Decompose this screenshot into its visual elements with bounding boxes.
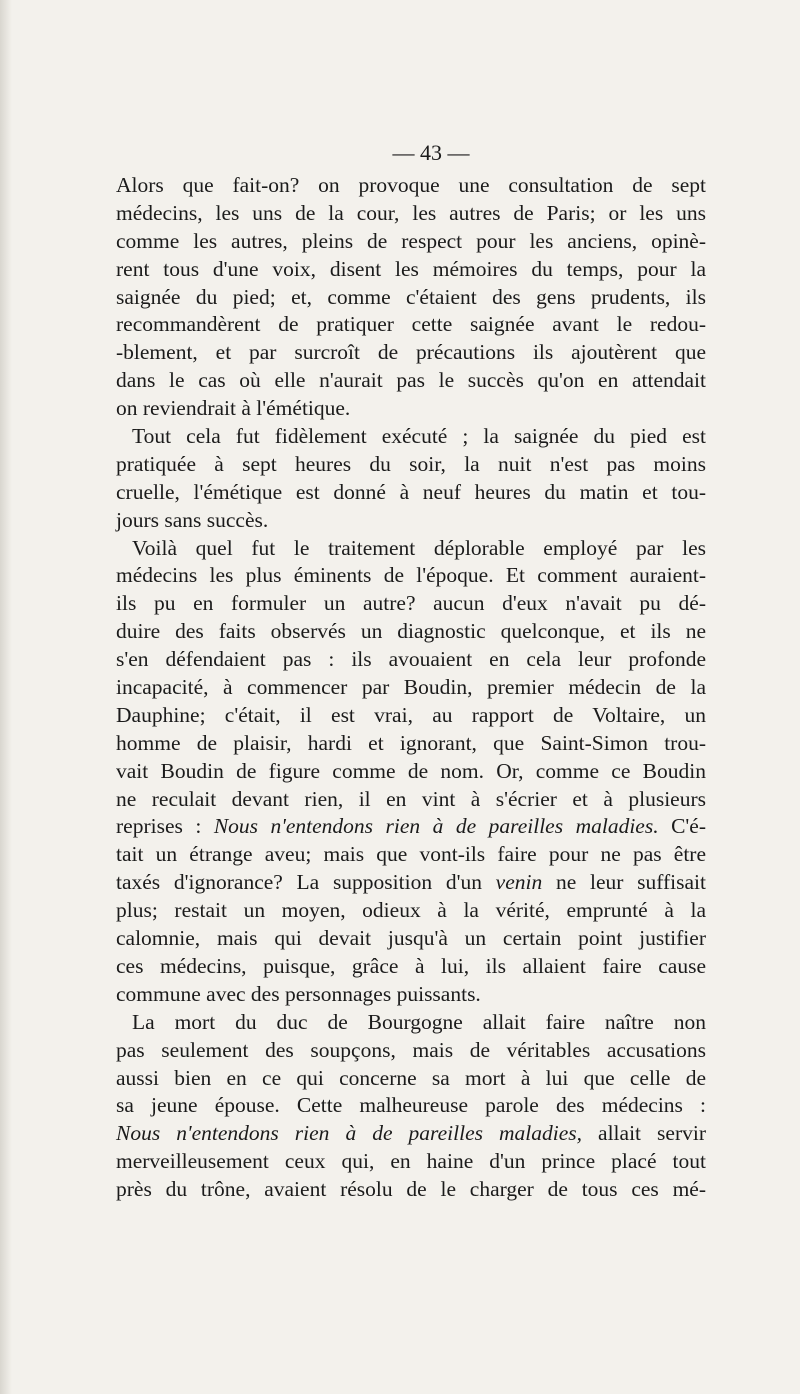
line-text: médecins les plus éminents de l'époque. Et comment auraient- bbox=[116, 563, 706, 588]
line-text: s'en défendaient pas : ils avouaient en cela leur profonde bbox=[116, 647, 706, 672]
line-text: sa jeune épouse. Cette malheureuse parole des médecins : bbox=[116, 1093, 706, 1118]
line-text: Tout cela fut fidèlement exécuté ; la saignée du pied est bbox=[132, 424, 706, 449]
text-line bbox=[116, 1009, 706, 1037]
text-line bbox=[116, 897, 706, 925]
text-line bbox=[116, 702, 706, 730]
text-line bbox=[116, 869, 706, 897]
text-line bbox=[116, 535, 706, 563]
line-text: cruelle, l'émétique est donné à neuf heures du matin et tou- bbox=[116, 479, 706, 504]
body-text bbox=[116, 172, 706, 1204]
text-line bbox=[116, 423, 706, 451]
italic-quote: venin bbox=[495, 870, 543, 895]
line-text: recommandèrent de pratiquer cette saignée avant le redou- bbox=[116, 312, 706, 337]
line-text: duire des faits observés un diagnostic quelconque, et ils ne bbox=[116, 619, 706, 644]
text-line bbox=[116, 228, 706, 256]
text-line bbox=[116, 786, 706, 814]
line-text: aussi bien en ce qui concerne sa mort à lui que celle de bbox=[116, 1065, 706, 1090]
text-line bbox=[116, 507, 706, 535]
text-line bbox=[116, 367, 706, 395]
text-line bbox=[116, 730, 706, 758]
line-text: vait Boudin de figure comme de nom. Or, comme ce Boudin bbox=[116, 758, 706, 783]
text-line bbox=[116, 646, 706, 674]
text-line bbox=[116, 1065, 706, 1093]
italic-quote: Nous n'entendons rien à de pareilles maladies. bbox=[213, 814, 659, 839]
text-line bbox=[116, 674, 706, 702]
line-text: pas seulement des soupçons, mais de véritables accusations bbox=[116, 1037, 706, 1062]
text-line bbox=[116, 953, 706, 981]
line-text-post: ne leur suffisait bbox=[542, 870, 706, 895]
line-text: Dauphine; c'était, il est vrai, au rapport de Voltaire, un bbox=[116, 702, 706, 727]
line-text: jours sans succès. bbox=[116, 507, 269, 532]
line-text: -blement, et par surcroît de précautions ils ajoutèrent que bbox=[116, 340, 706, 365]
line-text: La mort du duc de Bourgogne allait faire naître non bbox=[132, 1009, 706, 1034]
text-line bbox=[116, 590, 706, 618]
text-line bbox=[116, 284, 706, 312]
text-line bbox=[116, 1037, 706, 1065]
text-line bbox=[116, 451, 706, 479]
line-text: ces médecins, puisque, grâce à lui, ils allaient faire cause bbox=[116, 953, 706, 978]
line-text: Alors que fait-on? on provoque une consultation de sept bbox=[116, 173, 706, 197]
line-text: merveilleusement ceux qui, en haine d'un prince placé tout bbox=[116, 1149, 706, 1174]
text-line bbox=[116, 256, 706, 284]
page-number: — 43 — bbox=[392, 140, 470, 165]
text-line bbox=[116, 395, 706, 423]
line-text-pre: reprises : bbox=[116, 814, 214, 839]
text-line bbox=[116, 311, 706, 339]
line-text: calomnie, mais qui devait jusqu'à un certain point justifier bbox=[116, 926, 706, 951]
text-line bbox=[116, 981, 706, 1009]
line-text: rent tous d'une voix, disent les mémoires du temps, pour la bbox=[116, 256, 706, 281]
line-text-pre: taxés d'ignorance? La supposition d'un bbox=[116, 870, 496, 895]
line-text: on reviendrait à l'émétique. bbox=[116, 396, 351, 421]
line-text: ils pu en formuler un autre? aucun d'eux n'avait pu dé- bbox=[116, 591, 706, 616]
line-text: tait un étrange aveu; mais que vont-ils faire pour ne pas être bbox=[116, 842, 706, 867]
text-line bbox=[116, 339, 706, 367]
text-line bbox=[116, 1148, 706, 1176]
line-text-post: allait servir bbox=[582, 1121, 706, 1146]
line-text: dans le cas où elle n'aurait pas le succès qu'on en attendait bbox=[116, 368, 706, 393]
text-line bbox=[116, 618, 706, 646]
text-line bbox=[116, 479, 706, 507]
text-line bbox=[116, 841, 706, 869]
text-line bbox=[116, 172, 706, 200]
text-line bbox=[116, 813, 706, 841]
line-text-post: C'é- bbox=[658, 814, 706, 839]
line-text: commune avec des personnages puissants. bbox=[116, 981, 481, 1006]
text-line bbox=[116, 758, 706, 786]
line-text: homme de plaisir, hardi et ignorant, que Saint-Simon trou- bbox=[116, 730, 706, 755]
line-text: Voilà quel fut le traitement déplorable employé par les bbox=[132, 535, 706, 560]
line-text: près du trône, avaient résolu de le charger de tous ces mé- bbox=[116, 1177, 706, 1202]
line-text: plus; restait un moyen, odieux à la vérité, emprunté à la bbox=[116, 898, 706, 923]
book-page bbox=[116, 140, 706, 1204]
text-line bbox=[116, 562, 706, 590]
italic-quote: Nous n'entendons rien à de pareilles maladies, bbox=[116, 1121, 583, 1146]
line-text: comme les autres, pleins de respect pour les anciens, opinè- bbox=[116, 228, 706, 253]
line-text: saignée du pied; et, comme c'étaient des gens prudents, ils bbox=[116, 284, 706, 309]
text-line bbox=[116, 1120, 706, 1148]
line-text: incapacité, à commencer par Boudin, premier médecin de la bbox=[116, 675, 706, 700]
line-text: ne reculait devant rien, il en vint à s'écrier et à plusieurs bbox=[116, 786, 706, 811]
text-line bbox=[116, 1092, 706, 1120]
text-line bbox=[116, 1176, 706, 1204]
line-text: pratiquée à sept heures du soir, la nuit n'est pas moins bbox=[116, 451, 706, 476]
text-line bbox=[116, 200, 706, 228]
text-line bbox=[116, 925, 706, 953]
page-edge-shadow bbox=[0, 0, 12, 1394]
line-text: médecins, les uns de la cour, les autres de Paris; or les uns bbox=[116, 200, 706, 225]
